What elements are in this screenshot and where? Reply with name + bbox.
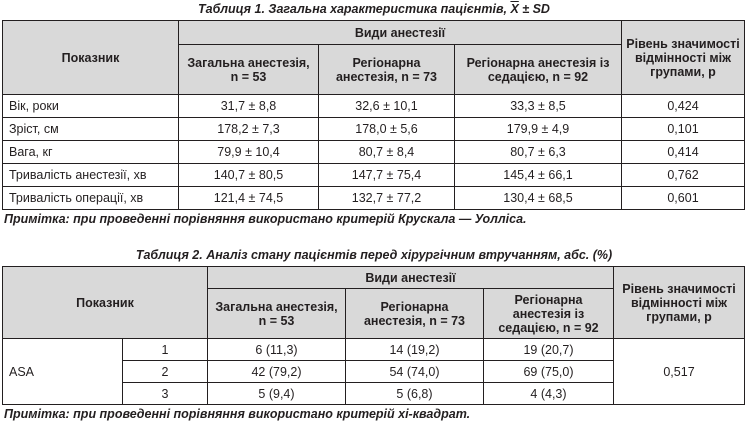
cell-regional: 54 (74,0): [346, 361, 484, 383]
table2-note: Примітка: при проведенні порівняння використано критерій хі-квадрат.: [4, 407, 471, 421]
table-row: [3, 187, 745, 210]
cell-general: 31,7 ± 8,8: [179, 95, 319, 118]
table2-col-regional-sed: Регіонарна анестезія із седацією, n = 92: [484, 289, 614, 339]
cell-p: 0,414: [622, 141, 745, 164]
table1-col-regional-sed: Регіонарна анестезія із седацією, n = 92: [455, 45, 622, 95]
table-row: [3, 118, 745, 141]
cell-regional-sed: 145,4 ± 66,1: [455, 164, 622, 187]
row-label: Тривалість операції, хв: [3, 187, 179, 210]
cell-general: 5 (9,4): [208, 383, 346, 405]
cell-regional: 14 (19,2): [346, 339, 484, 361]
cell-regional-sed: 130,4 ± 68,5: [455, 187, 622, 210]
table1-note: Примітка: при проведенні порівняння використано критерій Крускала — Уолліса.: [4, 212, 527, 226]
table2-header-group: Види анестезії: [208, 267, 614, 289]
table-row: [3, 339, 745, 361]
cell-p: 0,517: [614, 339, 745, 405]
cell-p: 0,101: [622, 118, 745, 141]
table1-header-indicator: Показник: [3, 21, 179, 95]
cell-regional-sed: 80,7 ± 6,3: [455, 141, 622, 164]
table2-header-p: Рівень значимості відмінності між групами, p: [614, 267, 745, 339]
row-label: Зріст, см: [3, 118, 179, 141]
cell-regional: 80,7 ± 8,4: [319, 141, 455, 164]
table1: [2, 20, 745, 210]
table1-caption-x: $\overline{X}$: [510, 2, 519, 16]
cell-p: 0,762: [622, 164, 745, 187]
row-label: Вік, роки: [3, 95, 179, 118]
table2: [2, 266, 745, 405]
asa-grade: 3: [123, 383, 208, 405]
table-row: [3, 95, 745, 118]
table2-col-general: Загальна анестезія, n = 53: [208, 289, 346, 339]
cell-general: 178,2 ± 7,3: [179, 118, 319, 141]
cell-general: 42 (79,2): [208, 361, 346, 383]
cell-p: 0,601: [622, 187, 745, 210]
asa-label: ASA: [3, 339, 123, 405]
cell-general: 121,4 ± 74,5: [179, 187, 319, 210]
cell-regional-sed: 19 (20,7): [484, 339, 614, 361]
table-row: [3, 141, 745, 164]
cell-regional: 178,0 ± 5,6: [319, 118, 455, 141]
asa-grade: 2: [123, 361, 208, 383]
table2-col-regional: Регіонарна анестезія, n = 73: [346, 289, 484, 339]
cell-regional: 32,6 ± 10,1: [319, 95, 455, 118]
cell-regional-sed: 179,9 ± 4,9: [455, 118, 622, 141]
cell-regional-sed: 69 (75,0): [484, 361, 614, 383]
table1-header-p: Рівень значимості відмінності між групами, p: [622, 21, 745, 95]
cell-regional-sed: 33,3 ± 8,5: [455, 95, 622, 118]
row-label: Тривалість анестезії, хв: [3, 164, 179, 187]
cell-general: 140,7 ± 80,5: [179, 164, 319, 187]
cell-p: 0,424: [622, 95, 745, 118]
cell-general: 6 (11,3): [208, 339, 346, 361]
table1-caption-prefix: Таблиця 1. Загальна характеристика пацієнтів,: [198, 2, 511, 16]
table1-header-group: Види анестезії: [179, 21, 622, 45]
table1-caption: [0, 0, 748, 20]
cell-regional: 132,7 ± 77,2: [319, 187, 455, 210]
table2-header-indicator: Показник: [3, 267, 208, 339]
table1-col-general: Загальна анестезія, n = 53: [179, 45, 319, 95]
cell-regional: 5 (6,8): [346, 383, 484, 405]
table-row: [3, 164, 745, 187]
cell-general: 79,9 ± 10,4: [179, 141, 319, 164]
table1-caption-suffix: ± SD: [518, 2, 550, 16]
cell-regional: 147,7 ± 75,4: [319, 164, 455, 187]
table2-caption: Таблиця 2. Аналіз стану пацієнтів перед хірургічним втручанням, абс. (%): [135, 248, 613, 262]
asa-grade: 1: [123, 339, 208, 361]
row-label: Вага, кг: [3, 141, 179, 164]
table1-col-regional: Регіонарна анестезія, n = 73: [319, 45, 455, 95]
cell-regional-sed: 4 (4,3): [484, 383, 614, 405]
